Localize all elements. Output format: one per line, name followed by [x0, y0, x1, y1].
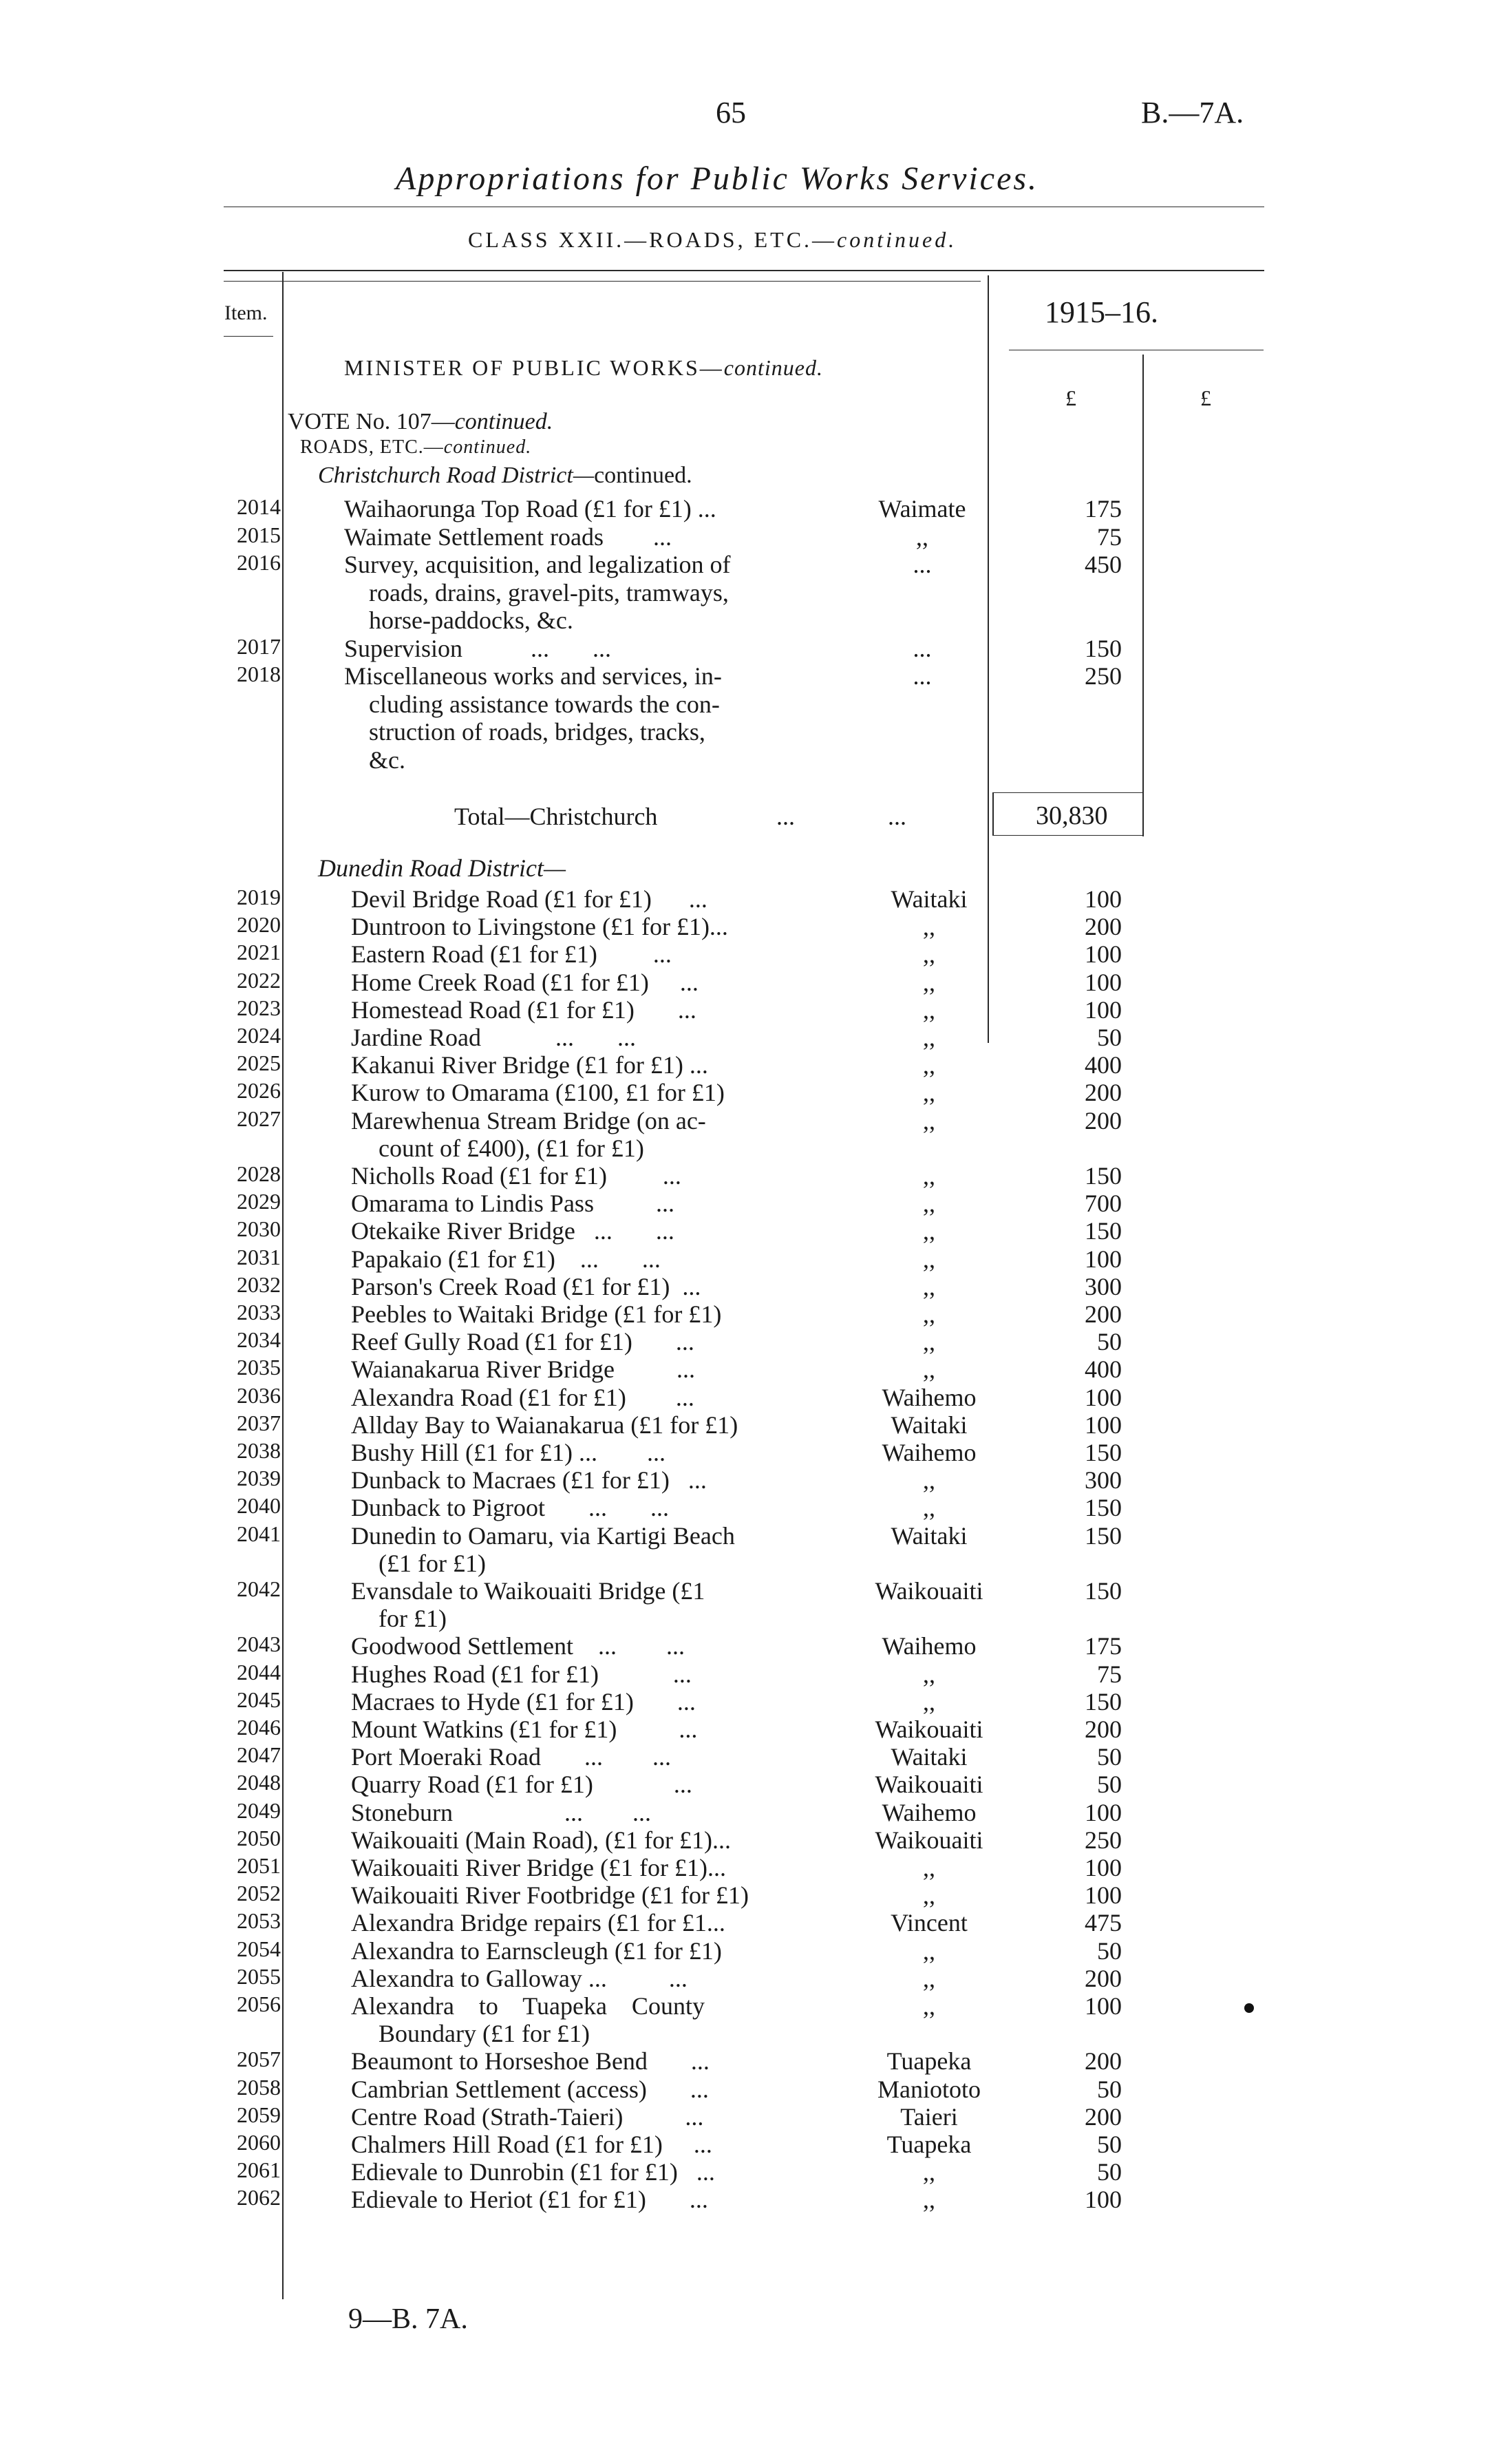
item-description: Allday Bay to Waianakarua (£1 for £1) [351, 1411, 738, 1439]
item-county: ,, [923, 913, 935, 941]
item-amount: 200 [1085, 2102, 1122, 2131]
item-number: 2018 [237, 662, 281, 686]
item-amount: 200 [1085, 913, 1122, 941]
item-number: 2053 [237, 1908, 281, 1934]
item-description: Edievale to Dunrobin (£1 for £1) ... [351, 2158, 715, 2186]
pound-symbol-column-2: £ [1200, 386, 1211, 410]
item-number: 2043 [237, 1632, 281, 1657]
item-amount: 150 [1085, 1577, 1122, 1605]
item-number: 2056 [237, 1992, 281, 2016]
item-description: Survey, acquisition, and legalization of [344, 551, 731, 578]
item-description: Homestead Road (£1 for £1) ... [351, 995, 696, 1024]
item-amount: 50 [1097, 1743, 1122, 1771]
item-description: Waianakarua River Bridge ... [351, 1355, 695, 1384]
item-county: ,, [923, 1217, 935, 1245]
item-description: Goodwood Settlement ... ... [351, 1632, 685, 1660]
item-county: Waitaki [891, 1411, 968, 1439]
item-county: ,, [923, 1494, 935, 1522]
item-county: ,, [923, 2158, 935, 2186]
item-county: ,, [923, 995, 935, 1024]
dunedin-district-title: Dunedin Road District— [318, 854, 566, 882]
item-description: Bushy Hill (£1 for £1) ... ... [351, 1439, 666, 1466]
item-number: 2042 [237, 1576, 281, 1601]
item-amount: 150 [1085, 1494, 1122, 1522]
footer-signature: 9—B. 7A. [348, 2303, 468, 2335]
total-top-rule [992, 792, 1142, 793]
vote-heading-cont: continued. [454, 409, 553, 434]
table-top-rule-2 [224, 281, 981, 282]
item-description: Duntroon to Livingstone (£1 for £1)... [351, 913, 728, 941]
item-number: 2044 [237, 1659, 281, 1685]
item-county: Waikouaiti [875, 1715, 983, 1743]
christchurch-district-cont: continued. [594, 463, 692, 488]
item-description: Otekaike River Bridge ... ... [351, 1217, 674, 1245]
item-number: 2017 [237, 633, 281, 659]
item-county: Waihemo [882, 1439, 977, 1466]
item-number: 2021 [237, 940, 281, 965]
item-county: Maniototo [877, 2075, 981, 2103]
item-amount: 200 [1085, 2047, 1122, 2076]
item-amount: 75 [1097, 1660, 1122, 1688]
item-amount: 200 [1085, 1106, 1122, 1134]
item-amount: 475 [1085, 1909, 1122, 1937]
item-county: ,, [923, 1992, 935, 2020]
item-county: ,, [923, 1245, 935, 1273]
item-number: 2045 [237, 1687, 281, 1712]
item-county: Waimate [878, 495, 966, 522]
item-description-continuation: horse-paddocks, &c. [369, 606, 573, 634]
item-number: 2019 [237, 885, 281, 909]
item-amount: 100 [1085, 1881, 1122, 1910]
item-description: Miscellaneous works and services, in- [344, 662, 722, 690]
roads-heading-cont: continued. [443, 436, 532, 458]
item-description: Dunedin to Oamaru, via Kartigi Beach [351, 1521, 735, 1550]
item-description: Evansdale to Waikouaiti Bridge (£1 [351, 1577, 705, 1605]
item-description: Mount Watkins (£1 for £1) ... [351, 1715, 698, 1743]
item-number: 2051 [237, 1853, 281, 1878]
item-county: ,, [923, 1854, 935, 1881]
item-description: Waikouaiti River Bridge (£1 for £1)... [351, 1854, 726, 1881]
item-county: ,, [923, 1660, 935, 1688]
item-county: Waikouaiti [875, 1826, 983, 1854]
item-number: 2039 [237, 1466, 281, 1491]
item-amount: 50 [1097, 2131, 1122, 2158]
item-county: ... [913, 551, 932, 578]
class-heading-text: CLASS XXII.—ROADS, ETC.— [468, 227, 838, 252]
item-county: ,, [923, 940, 935, 969]
item-amount: 200 [1085, 1964, 1122, 1992]
item-amount: 100 [1085, 2186, 1122, 2214]
total-bottom-rule [992, 835, 1142, 836]
amount-column-line [1142, 355, 1144, 836]
minister-heading-cont: continued. [723, 355, 823, 380]
item-county: ,, [923, 1051, 935, 1079]
item-county: ,, [923, 1162, 935, 1190]
item-amount: 200 [1085, 1079, 1122, 1107]
item-description: Marewhenua Stream Bridge (on ac- [351, 1106, 706, 1134]
item-description-continuation: (£1 for £1) [379, 1549, 486, 1577]
item-amount: 100 [1085, 1411, 1122, 1439]
item-number: 2050 [237, 1825, 281, 1850]
item-county: ,, [923, 968, 935, 996]
item-description: Parson's Creek Road (£1 for £1) ... [351, 1272, 701, 1300]
item-description: Macraes to Hyde (£1 for £1) ... [351, 1687, 696, 1715]
item-column-header: Item. [224, 302, 268, 324]
item-county: Waihemo [882, 1798, 977, 1826]
item-county: ,, [923, 1466, 935, 1495]
item-number: 2048 [237, 1770, 281, 1795]
item-amount: 200 [1085, 1300, 1122, 1328]
item-amount: 100 [1085, 885, 1122, 913]
item-number: 2020 [237, 912, 281, 938]
item-amount: 50 [1097, 1024, 1122, 1051]
item-description: Kurow to Omarama (£100, £1 for £1) [351, 1079, 725, 1107]
item-number: 2027 [237, 1106, 281, 1131]
item-amount: 100 [1085, 1798, 1122, 1826]
item-description-continuation: cluding assistance towards the con- [369, 690, 720, 718]
item-amount: 250 [1085, 662, 1122, 690]
item-county: Waitaki [891, 885, 968, 913]
item-amount: 100 [1085, 1992, 1122, 2020]
item-number: 2052 [237, 1881, 281, 1906]
item-description: Home Creek Road (£1 for £1) ... [351, 968, 699, 996]
item-county: ... [913, 634, 932, 662]
item-county: Tuapeka [886, 2047, 972, 2076]
item-amount: 150 [1085, 1162, 1122, 1190]
item-amount: 50 [1097, 1328, 1122, 1356]
total-leader-dots-2: ... [888, 803, 906, 830]
item-amount: 300 [1085, 1272, 1122, 1300]
item-description: Alexandra Bridge repairs (£1 for £1... [351, 1909, 725, 1937]
item-number: 2055 [237, 1963, 281, 1989]
item-description: Dunback to Macraes (£1 for £1) ... [351, 1466, 707, 1495]
total-christchurch-label: Total—Christchurch [454, 803, 658, 830]
item-description: Waihaorunga Top Road (£1 for £1) ... [344, 495, 716, 522]
item-county: ,, [923, 1106, 935, 1134]
item-number: 2032 [237, 1271, 281, 1297]
item-description: Centre Road (Strath-Taieri) ... [351, 2102, 704, 2131]
year-column-header: 1915–16. [1045, 295, 1158, 329]
item-county: ,, [923, 1328, 935, 1356]
item-amount: 50 [1097, 1936, 1122, 1965]
page-number: 65 [716, 96, 746, 129]
roads-heading-text: ROADS, ETC.— [300, 436, 444, 458]
item-description: Devil Bridge Road (£1 for £1) ... [351, 885, 707, 913]
item-county: ,, [923, 1300, 935, 1328]
item-description: Alexandra to Tuapeka County [351, 1992, 705, 2020]
item-number: 2029 [237, 1189, 281, 1214]
item-number: 2062 [237, 2185, 281, 2210]
item-number: 2033 [237, 1300, 281, 1324]
item-number: 2036 [237, 1382, 281, 1408]
item-description: Waikouaiti River Footbridge (£1 for £1) [351, 1881, 749, 1910]
item-county: ,, [923, 1272, 935, 1300]
item-description-continuation: for £1) [379, 1605, 447, 1633]
item-amount: 100 [1085, 940, 1122, 969]
item-description: Stoneburn ... ... [351, 1798, 651, 1826]
minister-heading-text: MINISTER OF PUBLIC WORKS— [344, 355, 724, 380]
item-description: Omarama to Lindis Pass ... [351, 1190, 674, 1218]
item-county: ,, [916, 522, 928, 551]
item-number: 2057 [237, 2047, 281, 2072]
item-number: 2049 [237, 1797, 281, 1823]
item-county: ,, [923, 1355, 935, 1384]
table-top-rule [224, 270, 1264, 271]
item-amount: 300 [1085, 1466, 1122, 1495]
item-description: Port Moeraki Road ... ... [351, 1743, 671, 1771]
item-description: Beaumont to Horseshoe Bend ... [351, 2047, 710, 2076]
item-number: 2016 [237, 550, 281, 575]
roads-heading [300, 436, 531, 458]
total-leader-dots-1: ... [776, 803, 795, 830]
item-header-rule [224, 336, 273, 337]
minister-heading [344, 355, 823, 381]
item-description: Hughes Road (£1 for £1) ... [351, 1660, 692, 1688]
christchurch-district-heading [318, 463, 692, 489]
item-county: ,, [923, 1079, 935, 1107]
item-description: Waimate Settlement roads ... [344, 522, 672, 551]
item-description: Edievale to Heriot (£1 for £1) ... [351, 2186, 708, 2214]
item-number: 2058 [237, 2074, 281, 2100]
item-number: 2026 [237, 1078, 281, 1104]
total-box-left [992, 792, 994, 835]
item-amount: 150 [1085, 1217, 1122, 1245]
item-number: 2030 [237, 1216, 281, 1242]
class-heading [468, 227, 957, 253]
item-description: Dunback to Pigroot ... ... [351, 1494, 669, 1522]
item-county: Waikouaiti [875, 1577, 983, 1605]
item-county: ,, [923, 1964, 935, 1992]
item-amount: 150 [1085, 1439, 1122, 1466]
item-description: Eastern Road (£1 for £1) ... [351, 940, 672, 969]
item-description-continuation: &c. [369, 746, 405, 774]
item-county: ,, [923, 1024, 935, 1051]
document-reference: B.—7A. [1141, 96, 1244, 129]
item-amount: 175 [1085, 1632, 1122, 1660]
item-number: 2041 [237, 1521, 281, 1546]
item-description-continuation: Boundary (£1 for £1) [379, 2020, 590, 2048]
vote-heading-text: VOTE No. 107— [288, 409, 455, 434]
item-county: Waikouaiti [875, 1771, 983, 1799]
item-description: Alexandra Road (£1 for £1) ... [351, 1383, 694, 1411]
item-number: 2037 [237, 1410, 281, 1435]
item-county: Waitaki [891, 1743, 968, 1771]
item-number: 2034 [237, 1327, 281, 1353]
item-amount: 100 [1085, 1854, 1122, 1881]
item-description: Cambrian Settlement (access) ... [351, 2075, 709, 2103]
item-number: 2024 [237, 1023, 281, 1048]
vote-heading [288, 409, 553, 435]
item-description: Reef Gully Road (£1 for £1) ... [351, 1328, 694, 1356]
class-heading-cont: continued. [837, 227, 957, 252]
item-number: 2061 [237, 2157, 281, 2183]
item-description: Alexandra to Earnscleugh (£1 for £1) [351, 1936, 722, 1965]
item-amount: 150 [1085, 1687, 1122, 1715]
item-number: 2035 [237, 1355, 281, 1380]
item-amount: 250 [1085, 1826, 1122, 1854]
item-amount: 400 [1085, 1355, 1122, 1384]
item-number: 2038 [237, 1438, 281, 1463]
item-county: ,, [923, 1687, 935, 1715]
item-description: Chalmers Hill Road (£1 for £1) ... [351, 2131, 712, 2158]
item-number: 2054 [237, 1936, 281, 1961]
total-christchurch-value: 30,830 [1036, 801, 1108, 830]
item-county: Waihemo [882, 1383, 977, 1411]
item-number: 2031 [237, 1244, 281, 1269]
item-amount: 50 [1097, 2075, 1122, 2103]
item-number: 2040 [237, 1493, 281, 1519]
item-amount: 75 [1097, 522, 1122, 551]
pound-symbol-column-1: £ [1065, 386, 1076, 410]
item-description: Kakanui River Bridge (£1 for £1) ... [351, 1051, 708, 1079]
item-county: ,, [923, 1190, 935, 1218]
christchurch-district-title: Christchurch Road District— [318, 463, 595, 488]
item-county: ,, [923, 1881, 935, 1910]
item-number: 2025 [237, 1050, 281, 1076]
item-number: 2059 [237, 2102, 281, 2127]
item-county: Vincent [891, 1909, 968, 1937]
item-number: 2060 [237, 2130, 281, 2155]
item-description: Papakaio (£1 for £1) ... ... [351, 1245, 661, 1273]
item-number: 2046 [237, 1715, 281, 1740]
item-amount: 200 [1085, 1715, 1122, 1743]
item-county: ,, [923, 2186, 935, 2214]
item-amount: 50 [1097, 1771, 1122, 1799]
item-county: Taieri [900, 2102, 958, 2131]
item-amount: 175 [1085, 495, 1122, 522]
item-county: ... [913, 662, 932, 690]
item-number: 2015 [237, 522, 281, 547]
item-county: Waitaki [891, 1521, 968, 1550]
item-description: Waikouaiti (Main Road), (£1 for £1)... [351, 1826, 731, 1854]
item-description: Jardine Road ... ... [351, 1024, 636, 1051]
item-county: Tuapeka [886, 2131, 972, 2158]
bullet-mark [1244, 2003, 1254, 2013]
item-number: 2028 [237, 1161, 281, 1186]
item-amount: 450 [1085, 551, 1122, 578]
item-description: Peebles to Waitaki Bridge (£1 for £1) [351, 1300, 722, 1328]
item-amount: 150 [1085, 634, 1122, 662]
item-amount: 100 [1085, 995, 1122, 1024]
item-column-line [282, 272, 284, 2299]
item-number: 2014 [237, 494, 281, 519]
item-amount: 400 [1085, 1051, 1122, 1079]
item-amount: 100 [1085, 968, 1122, 996]
item-number: 2022 [237, 967, 281, 993]
item-description-continuation: struction of roads, bridges, tracks, [369, 718, 705, 746]
item-amount: 700 [1085, 1190, 1122, 1218]
dunedin-district-heading [318, 854, 566, 883]
item-number: 2023 [237, 995, 281, 1020]
item-amount: 100 [1085, 1383, 1122, 1411]
item-amount: 50 [1097, 2158, 1122, 2186]
item-description: Nicholls Road (£1 for £1) ... [351, 1162, 681, 1190]
item-description: Alexandra to Galloway ... ... [351, 1964, 688, 1992]
item-amount: 150 [1085, 1521, 1122, 1550]
page-title: Appropriations for Public Works Services. [396, 160, 1039, 197]
item-county: ,, [923, 1936, 935, 1965]
item-amount: 100 [1085, 1245, 1122, 1273]
item-description: Quarry Road (£1 for £1) ... [351, 1771, 692, 1799]
item-description-continuation: count of £400), (£1 for £1) [379, 1134, 644, 1162]
item-number: 2047 [237, 1742, 281, 1768]
item-description: Supervision ... ... [344, 634, 612, 662]
item-county: Waihemo [882, 1632, 977, 1660]
item-description-continuation: roads, drains, gravel-pits, tramways, [369, 578, 729, 606]
